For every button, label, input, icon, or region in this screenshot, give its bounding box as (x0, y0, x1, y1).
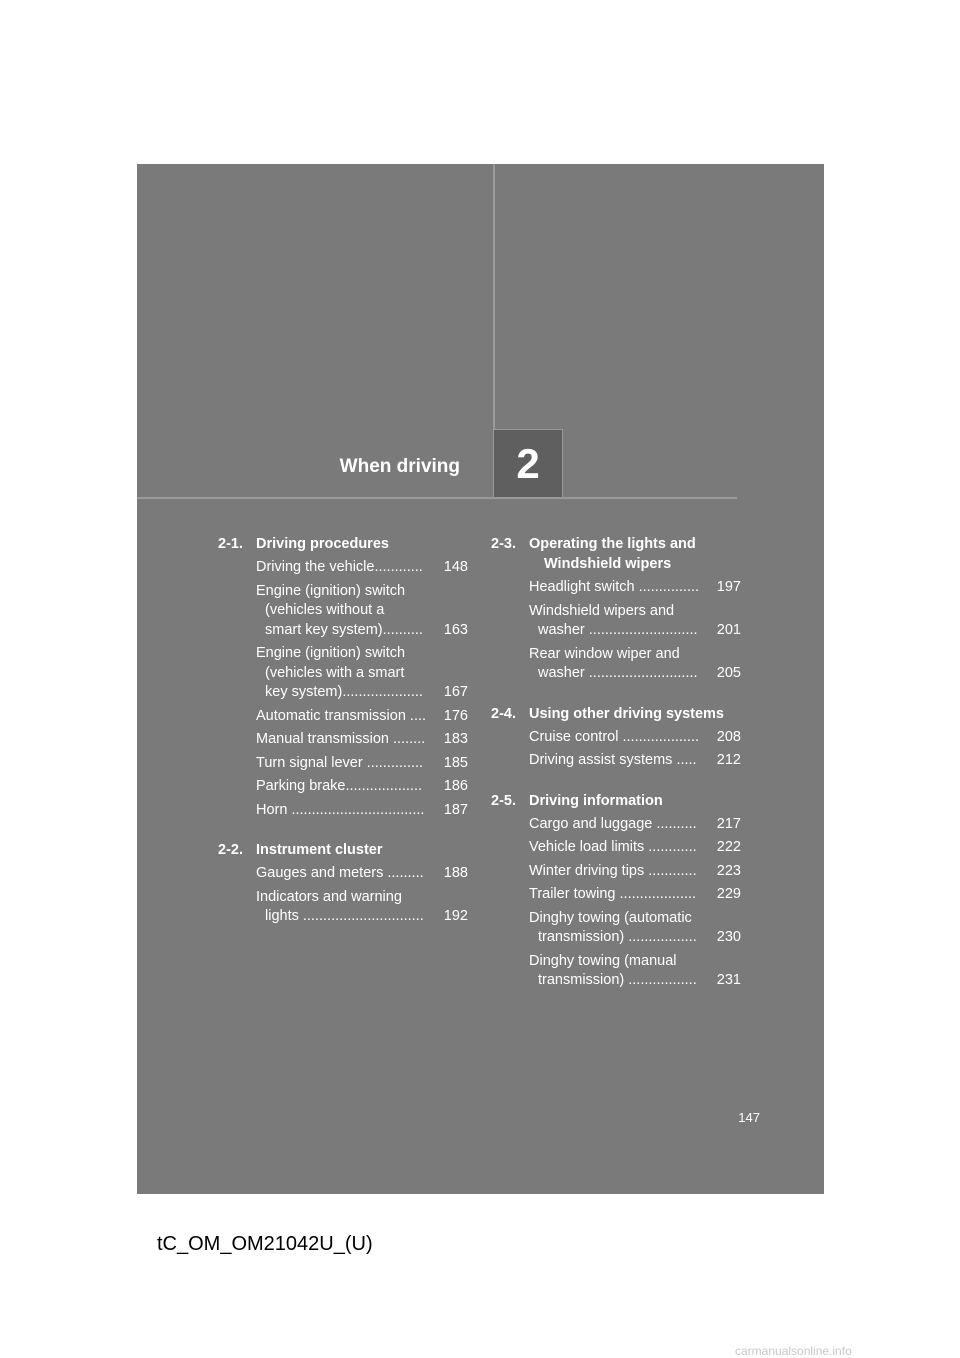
entry-title (256, 644, 438, 703)
section-heading[interactable] (218, 840, 468, 860)
toc-entry[interactable] (529, 602, 741, 641)
entry-page-number: 188 (443, 865, 468, 881)
entry-title (529, 751, 711, 771)
entry-page-number: 229 (716, 886, 741, 902)
section-heading[interactable] (491, 704, 741, 724)
entry-title (256, 888, 438, 927)
entry-title-line: transmission) ................. (538, 972, 697, 988)
entry-page-number: 205 (716, 665, 741, 681)
toc-entry[interactable] (529, 751, 741, 771)
toc-entry[interactable] (256, 777, 468, 797)
section-title (256, 534, 468, 554)
entry-title (256, 801, 438, 821)
toc-items (218, 864, 468, 927)
entry-title-line: Parking brake................... (256, 778, 423, 794)
entry-title (529, 602, 711, 641)
entry-page-number: 183 (443, 731, 468, 747)
entry-page-number: 167 (443, 684, 468, 700)
toc-entry[interactable] (529, 578, 741, 598)
entry-title-line: Cruise control ................... (529, 728, 700, 745)
toc-entry[interactable] (256, 888, 468, 927)
toc-entry[interactable] (256, 801, 468, 821)
entry-title-line: Indicators and warning (256, 888, 402, 905)
entry-title-line: Dinghy towing (manual (529, 952, 677, 969)
entry-page-number: 212 (716, 752, 741, 768)
toc-section (491, 791, 741, 991)
entry-title (256, 707, 438, 727)
toc-items (491, 578, 741, 684)
section-title-line: Using other driving systems (529, 705, 724, 722)
section-title (256, 840, 468, 860)
entry-title (529, 952, 711, 991)
toc-entry[interactable] (256, 558, 468, 578)
toc-entry[interactable] (256, 707, 468, 727)
section-title-line: Driving information (529, 792, 663, 809)
entry-title-line: Headlight switch ............... (529, 579, 700, 595)
entry-title-line: Horn ................................. (256, 801, 425, 818)
entry-title (529, 578, 711, 598)
entry-title-line: Rear window wiper and (529, 645, 680, 662)
toc-items (491, 728, 741, 771)
entry-page-number: 163 (443, 621, 468, 638)
toc-left-column (218, 534, 468, 947)
entry-page-number: 217 (716, 815, 741, 832)
entry-page-number: 223 (716, 862, 741, 879)
entry-title-line: Manual transmission ........ (256, 731, 426, 747)
entry-title-line: Driving assist systems ..... (529, 752, 697, 768)
watermark: carmanualsonline.info (735, 1344, 852, 1358)
toc-section (218, 840, 468, 927)
divider-horizontal (137, 497, 737, 499)
toc-entry[interactable] (256, 582, 468, 641)
entry-title (529, 885, 711, 905)
entry-title (256, 754, 438, 774)
section-number: 2-2. (218, 842, 243, 858)
page-number: 147 (738, 1110, 760, 1125)
entry-title (256, 777, 438, 797)
entry-title (256, 582, 438, 641)
toc-section (218, 534, 468, 820)
entry-page-number: 187 (443, 801, 468, 818)
entry-title-line: Gauges and meters ......... (256, 865, 424, 881)
entry-title-line: key system).................... (265, 684, 423, 700)
entry-title-line: Trailer towing ................... (529, 886, 697, 902)
entry-title-line: Driving the vehicle............ (256, 559, 423, 575)
entry-title-line: (vehicles with a smart (265, 664, 405, 681)
entry-title (529, 815, 711, 835)
toc-section (491, 704, 741, 771)
section-number: 2-1. (218, 536, 243, 552)
entry-page-number: 192 (443, 908, 468, 924)
toc-entry[interactable] (529, 862, 741, 882)
toc-entry[interactable] (529, 645, 741, 684)
entry-title (529, 909, 711, 948)
section-title-line: Instrument cluster (256, 842, 383, 858)
entry-title (529, 862, 711, 882)
section-heading[interactable] (491, 534, 741, 574)
divider-vertical (493, 164, 495, 429)
section-title-line: Operating the lights and (529, 536, 696, 552)
toc-entry[interactable] (529, 909, 741, 948)
entry-title-line: Cargo and luggage .......... (529, 815, 697, 832)
document-code: tC_OM_OM21042U_(U) (157, 1233, 373, 1255)
toc-entry[interactable] (529, 728, 741, 748)
entry-page-number: 222 (716, 839, 741, 855)
section-title-line: Driving procedures (256, 536, 389, 552)
entry-title (529, 645, 711, 684)
toc-right-column (491, 534, 741, 1011)
entry-page-number: 230 (716, 929, 741, 945)
entry-title (529, 838, 711, 858)
entry-title-line: Vehicle load limits ............ (529, 839, 697, 855)
toc-section (491, 534, 741, 684)
toc-entry[interactable] (256, 864, 468, 884)
section-number: 2-4. (491, 705, 516, 722)
entry-title-line: smart key system).......... (265, 621, 423, 638)
entry-title-line: washer ........................... (538, 665, 698, 681)
section-title (529, 534, 741, 574)
toc-entry[interactable] (529, 815, 741, 835)
entry-page-number: 176 (443, 707, 468, 724)
entry-title (256, 558, 438, 578)
section-heading[interactable] (491, 791, 741, 811)
section-heading[interactable] (218, 534, 468, 554)
entry-title-line: Dinghy towing (automatic (529, 909, 692, 926)
entry-title-line: Turn signal lever .............. (256, 754, 424, 771)
entry-page-number: 208 (716, 728, 741, 745)
toc-entry[interactable] (256, 730, 468, 750)
entry-title-line: Automatic transmission .... (256, 707, 427, 724)
section-title (529, 791, 741, 811)
entry-page-number: 185 (443, 754, 468, 771)
entry-title-line: transmission) ................. (538, 929, 697, 945)
entry-page-number: 231 (716, 972, 741, 988)
entry-title (256, 730, 438, 750)
toc-items (218, 558, 468, 820)
chapter-number-box (493, 429, 563, 498)
section-number: 2-5. (491, 792, 516, 809)
entry-title (256, 864, 438, 884)
entry-page-number: 148 (443, 559, 468, 575)
entry-title-line: (vehicles without a (265, 602, 385, 618)
section-title (529, 704, 741, 724)
section-title-line: Windshield wipers (544, 556, 672, 572)
entry-title-line: lights .............................. (265, 908, 424, 924)
entry-title-line: Engine (ignition) switch (256, 582, 406, 599)
toc-entry[interactable] (529, 885, 741, 905)
entry-title (529, 728, 711, 748)
entry-title-line: Engine (ignition) switch (256, 645, 406, 661)
entry-title-line: Windshield wipers and (529, 602, 675, 619)
entry-page-number: 201 (716, 622, 741, 638)
toc-entry[interactable] (529, 838, 741, 858)
chapter-number: 2 (516, 439, 540, 487)
toc-entry[interactable] (256, 644, 468, 703)
chapter-title: When driving (339, 456, 460, 477)
entry-title-line: washer ........................... (538, 622, 698, 638)
section-number: 2-3. (491, 536, 516, 552)
entry-page-number: 186 (443, 778, 468, 794)
toc-entry[interactable] (529, 952, 741, 991)
entry-page-number: 197 (716, 579, 741, 595)
toc-entry[interactable] (256, 754, 468, 774)
entry-title-line: Winter driving tips ............ (529, 862, 697, 879)
toc-items (491, 815, 741, 991)
